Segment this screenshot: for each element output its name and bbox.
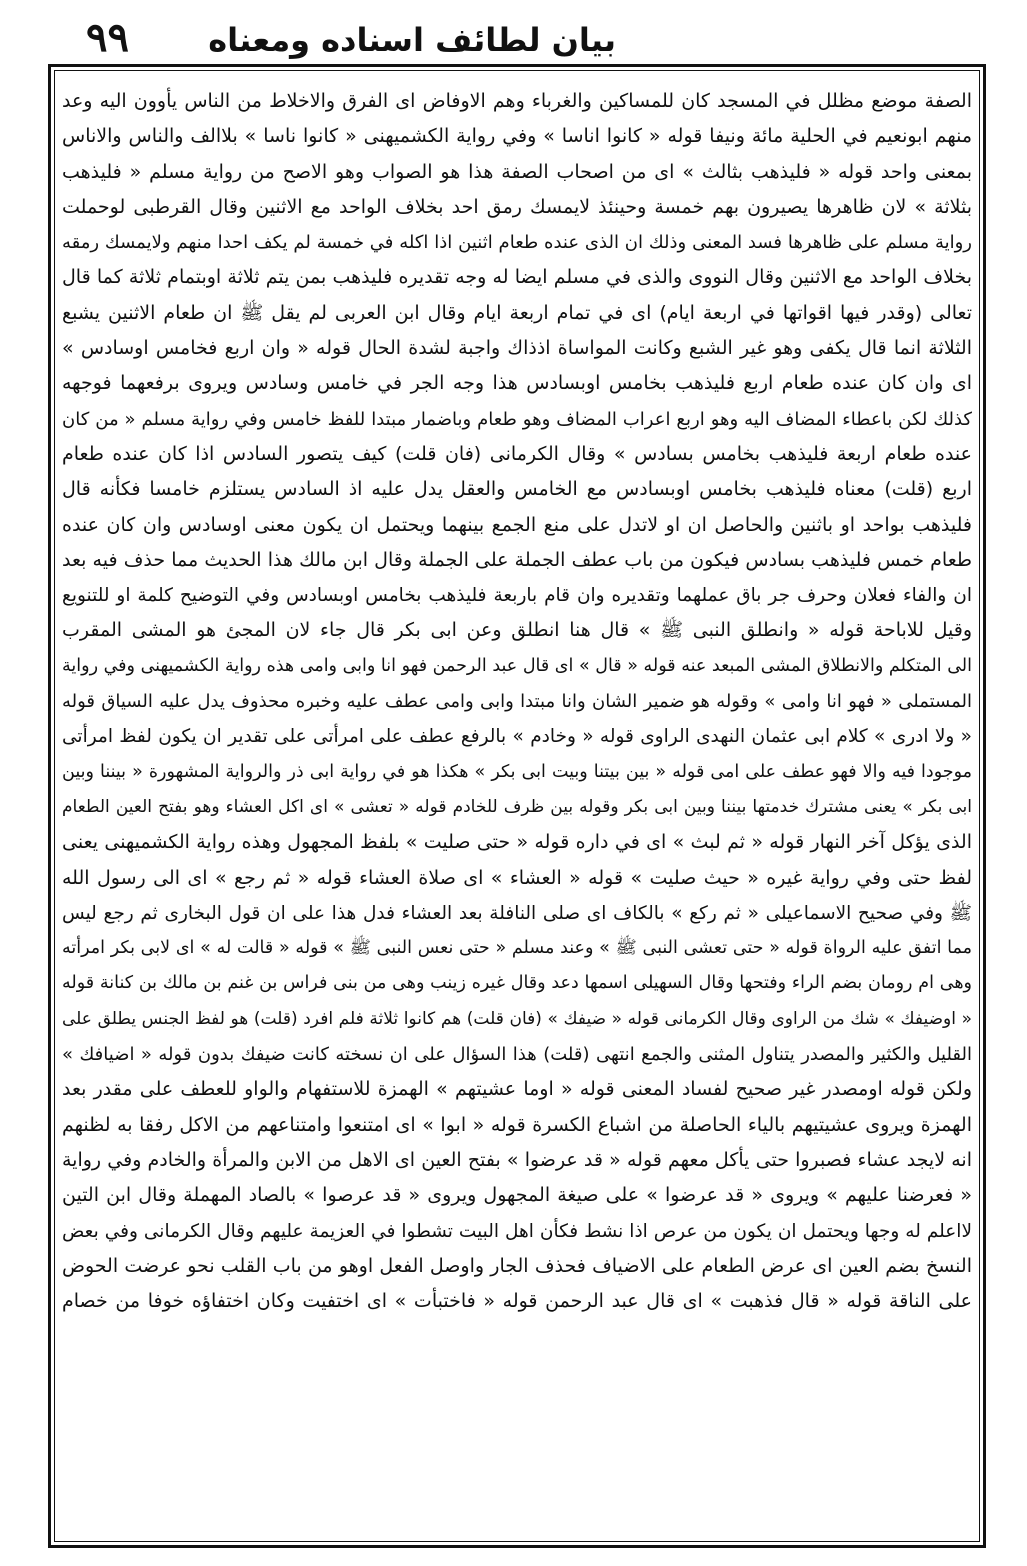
text-line: ابى بكر » يعنى مشترك خدمتها بيننا وبين ابى بكر وقوله بين ظرف للخادم قوله « تعشى » اى اكل العشاء وهو بفتح العين الطعام [62,796,972,817]
text-line: لااعلم له وجها ويحتمل ان يكون من عرص اذا نشط فكأن اهل البيت تشطوا في العزيمة عليهم وقال الكرمانى وفي بعض [62,1220,972,1242]
text-line: النسخ بضم العين اى عرض الطعام على الاضياف فحذف الجار واوصل الفعل اوهو من باب القلب نحو عرضت الحوض [62,1254,972,1277]
text-line: « ولا ادرى » كلام ابى عثمان النهدى الراوى قوله « وخادم » بالرفع عطف على امرأتى على تقدير ان يكون لفظ امرأتى [62,726,972,748]
text-line: بثلاثة » لان ظاهرها يصيرون بهم خمسة وحينئذ لايمسك رمق احد بخلاف الواحد مع الاثنين وقال القرطبى لوحملت [62,195,972,218]
text-line: مما اتفق عليه الرواة قوله « حتى تعشى النبى ﷺ » وعند مسلم « حتى نعس النبى ﷺ » قوله « قالت له » اى لابى بكر امرأته [62,938,972,959]
text-line: الذى يؤكل آخر النهار قوله « ثم لبث » اى في داره قوله « حتى صليت » بلفظ المجهول وهذه رواية الكشميهنى يعنى [62,831,972,854]
page-header [48,14,986,62]
text-line: اى وان كان عنده طعام اربع فليذهب بخامس اوبسادس هذا وجه الجر في خامس وسادس ويروى برفعهما فوجهه [62,372,972,395]
page-number: ٩٩ [86,14,129,61]
text-line: انه لايجد عشاء فصبروا حتى يأكل معهم قوله « قد عرضوا » بفتح العين اى الاهل من الابن والمرأة والخادم وفي رواية [62,1148,972,1171]
text-line: ان والفاء فعلان وحرف جر باق عملهما وتقديره وان قام باربعة فليذهب بخامس اوبسادس وفي التوضيح كلمة او للتنويع [62,585,972,607]
text-line: الى المتكلم والانطلاق المشى المبعد عنه قوله « قال » اى قال عبد الرحمن فهو انا وابى وامى هذه رواية الكشميهنى وفي رواية [62,655,972,676]
text-line: ولكن قوله اومصدر غير صحيح لفساد المعنى قوله « اوما عشيتهم » الهمزة للاستفهام والواو للعطف على مقدر بعد [62,1078,972,1101]
text-line: على الناقة قوله « قال فذهبت » اى قال عبد الرحمن قوله « فاختبأت » اى اختفيت وكان اختفاؤه خوفا من خصام [62,1290,972,1313]
text-line: لفظ حتى وفي رواية غيره « حيث صليت » قوله « العشاء » اى صلاة العشاء قوله « ثم رجع » اى الى رسول الله [62,866,972,889]
text-line: اربع (قلت) معناه فليذهب بخامس اوبسادس مع الخامس والعقل يدل عليه اذ السادس يستلزم خامسا فكأنه قال [62,478,972,501]
text-line: بخلاف الواحد مع الاثنين وقال النووى والذى في مسلم ايضا له وجه تقديره فليذهب بمن يتم ثلاثة اوبتمام ثلاثة كما قال [62,266,972,289]
text-line: فليذهب بواحد او باثنين والحاصل ان او لاتدل على منع الجمع بينهما ويحتمل ان يكون معنى اوسادس وان كان عنده [62,513,972,536]
text-line: ﷺ وفي صحيح الاسماعيلى « ثم ركع » بالكاف اى صلى النافلة بعد العشاء فدل هذا على ان قول البخارى ثم رجع ليس [62,902,972,924]
text-line: « اوضيفك » شك من الراوى وقال الكرمانى قوله « ضيفك » (فان قلت) هم كانوا ثلاثة فلم افرد (قلت) هو لفظ الجنس يطلق على [62,1008,972,1029]
text-line: الصفة موضع مظلل في المسجد كان للمساكين والغرباء وهم الاوفاض اى الفرق والاخلاط من الناس يأوون اليه وعد [62,90,972,112]
text-line: وقيل للاباحة قوله « وانطلق النبى ﷺ » قال هنا انطلق وعن ابى بكر قال جاء لان المجئ هو المشى المقرب [62,619,972,642]
text-line: المستملى « فهو انا وامى » وقوله هو ضمير الشان وانا مبتدا وابى وامى عطف عليه وخبره محذوف يدل عليه السياق قوله [62,691,972,713]
text-line: موجودا فيه والا فهو عطف على امى قوله « بين بيتنا وبيت ابى بكر » هكذا هو في رواية ابى ذر والرواية المشهورة « بيننا وبين [62,761,972,782]
text-line: تعالى (وقدر فيها اقواتها في اربعة ايام) اى في تمام اربعة ايام وقال ابن العربى لم يقل ﷺ ان طعام الاثنين يشبع [62,301,972,324]
text-line: الهمزة ويروى عشيتيهم بالياء الحاصلة من اشباع الكسرة قوله « ابوا » اى امتنعوا وامتناعهم من الاكل رفقا به لظنهم [62,1113,972,1136]
text-line: منهم ابونعيم في الحلية مائة ونيفا قوله « كانوا اناسا » وفي رواية الكشميهنى « كانوا ناسا » بلاالف والناس والاناس [62,125,972,148]
text-line: طعام خمس فليذهب بسادس فيكون من باب عطف الجملة على الجملة وقال ابن مالك هذا الحديث مما حذف فيه بعد [62,548,972,571]
text-line: عنده طعام اربعة فليذهب بخامس بسادس » وقال الكرمانى (فان قلت) كيف يتصور السادس اذا كان عنده طعام [62,442,972,465]
text-line: الثلاثة انما قال يكفى وهو غير الشبع وكانت المواساة اذذاك واجبة لشدة الحال قوله « وان اربع فخامس اوسادس » [62,337,972,360]
running-title: بيان لطائف اسناده ومعناه [208,21,616,59]
text-line: بمعنى واحد قوله « فليذهب بثالث » اى من اصحاب الصفة هذا هو الصواب وهو الاصح من رواية مسلم « فليذهب [62,160,972,183]
body-text [62,84,972,1534]
text-line: كذلك لكن باعطاء المضاف اليه وهو اربع اعراب المضاف وهو طعام وباضمار مبتدا للفظ خامس وفي رواية مسلم « من كان [62,408,972,430]
text-line: وهى ام رومان بضم الراء وفتحها وقال السهيلى اسمها دعد وقال غيره زينب وهى من بنى فراس بن غنم بن مالك بن كنانة قوله [62,973,972,994]
text-line: القليل والكثير والمصدر يتناول المثنى والجمع انتهى (قلت) هذا السؤال على ان نسخته كانت ضيفك بدون قوله « اضيافك » [62,1044,972,1066]
text-line: رواية مسلم على ظاهرها فسد المعنى وذلك ان الذى عنده طعام اثنين اذا اكله في خمسة لم يكف احدا منهم ولايمسك رمقه [62,232,972,254]
text-line: « فعرضنا عليهم » ويروى « قد عرضوا » على صيغة المجهول ويروى « قد عرصوا » بالصاد المهملة وقال ابن التين [62,1184,972,1207]
